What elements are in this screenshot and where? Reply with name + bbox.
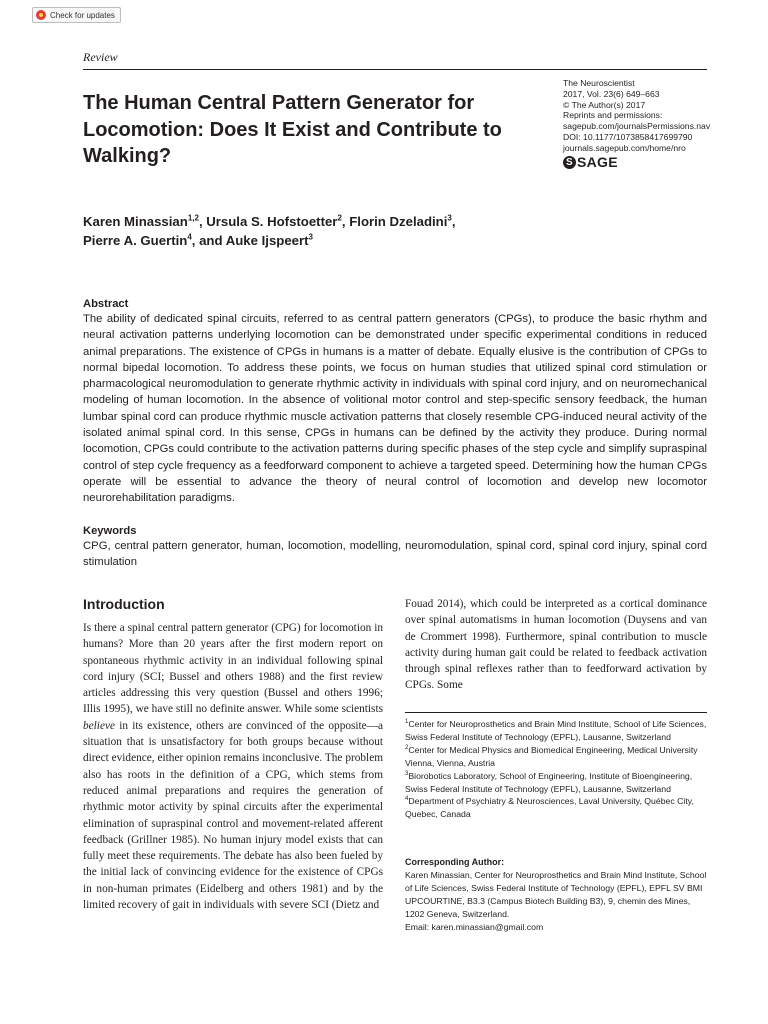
corresponding-heading: Corresponding Author: [405,857,505,867]
abstract-heading: Abstract [83,298,129,310]
check-for-updates-badge[interactable] [32,7,121,23]
author: Karen Minassian$^{1,2}$, [83,213,207,229]
journal-name: The Neuroscientist [563,78,635,88]
publisher-name: SAGE [577,153,618,170]
affiliations [405,718,707,821]
journal-copyright: © The Author(s) 2017 [563,99,646,110]
footnote-rule [405,712,707,713]
section-label: Review [83,50,118,64]
journal-permissions-link[interactable]: sagepub.com/journalsPermissions.nav [563,121,711,132]
journal-volume: 2017, Vol. 23(6) 649–663 [563,88,660,99]
introduction-column-2: Fouad 2014), which could be interpreted as a cortical dominance over spinal automatisms in human locomotion (Duysens and van de Crommert 1998). Furthermore, spinal contribution to muscle activity during human gait could be related to feedback activation through spinal reflexes rather than to feedforward activation by CPGs. Some [405,598,707,692]
journal-home-link[interactable]: journals.sagepub.com/home/nro [563,142,686,153]
corresponding-author [405,856,707,934]
affiliation: $^4$Department of Psychiatry & Neurosciences, Laval University, Québec City, Quebec, Canada [405,796,694,820]
author: Pierre A. Guertin$^4$, and [83,232,226,248]
author-list [83,212,553,250]
affiliation: $^2$Center for Medical Physics and Biomedical Engineering, Medical University Vienna, Vienna, Austria [405,744,698,768]
keywords-section [83,524,707,571]
corresponding-address: Karen Minassian, Center for Neuroprosthetics and Brain Mind Institute, School of Life Sciences, Swiss Federal Institute of Technology (EPFL), EPFL SV BMI UPCOURTINE, B3.3 (Campus Biotech Building B3), 9, chemin des Mines, 1202 Geneva, Switzerland. [405,870,707,919]
author: Florin Dzeladini$^3$, [349,213,456,229]
abstract-section [83,297,707,507]
author: Auke Ijspeert$^3$ [225,232,313,248]
sage-logo-icon: S [563,156,576,169]
abstract-text: The ability of dedicated spinal circuits, referred to as central pattern generators (CPGs), to produce the basic rhythm and neural activation patterns underlying locomotion can be demonstrated under specific experimental conditions in reduced animal preparations. The existence of CPGs in humans is a matter of debate. Equally elusive is the contribution of CPGs to normal bipedal locomotion. To address these points, we focus on human studies that utilized spinal cord stimulation or pharmacological neuromodulation to generate rhythmic activity in individuals with spinal cord injury, and on neuromechanical modeling of human locomotion. In the absence of volitional motor control and step-specific sensory feedback, the human lumbar spinal cord can produce rhythmic muscle activation patterns that closely resemble CPG-induced neural activity of the isolated animal spinal cord. In this sense, CPGs in humans can be defined by the activity they produce. During normal locomotion, CPGs could contribute to the activation patterns during specific phases of the step cycle and simplify supraspinal control of step cycle frequency as a feedforward component to achieve a targeted speed. Determining how the human CPGs operate will be essential to advance the theory of neural control of locomotion and develop new locomotor neurorehabilitation paradigms. [83,313,707,505]
affiliation: $^1$Center for Neuroprosthetics and Brain Mind Institute, School of Life Sciences, Swiss Federal Institute of Technology (EPFL), Lausanne, Switzerland [405,719,707,742]
journal-info [563,78,723,169]
article-title: The Human Central Pattern Generator for Locomotion: Does It Exist and Contribute to Walking? [83,92,502,167]
author: Ursula S. Hofstoetter$^2$, [206,213,350,229]
update-icon [36,10,46,20]
introduction-heading: Introduction [83,596,165,612]
check-for-updates-label: Check for updates [50,10,115,20]
keywords-text: CPG, central pattern generator, human, locomotion, modelling, neuromodulation, spinal cord, spinal cord injury, spinal cord stimulation [83,540,707,569]
publisher-logo [563,153,723,170]
keywords-heading: Keywords [83,525,137,537]
corresponding-email[interactable]: Email: karen.minassian@gmail.com [405,921,544,932]
journal-doi[interactable]: DOI: 10.1177/1073858417699790 [563,131,693,142]
journal-reprints: Reprints and permissions: [563,110,663,121]
introduction-column-1: Is there a spinal central pattern generator (CPG) for locomotion in humans? More than 20 years after the first modern report on spontaneous rhythmic activity in an individual following spinal cord injury (SCI; Bussel and others 1988) and the first review articles addressing this very question (Bussel and others 1996; Illis 1995), we have still no definite answer. While some scientists believe in its existence, others are convinced of the opposite—a situation that is unsatisfactory for both groups because without direct evidence, either opinion remains inconclusive. The problem also has roots in the definition of a CPG, which stems from reduced animal preparations and requires the generation of rhythmic motor activity by spinal circuits after the experimental elimination of supraspinal control and movement-related afferent feedback (Grillner 1985). No human injury model exists that can fully meet these requirements. The debate has also been fueled by the initial lack of convincing evidence for the existence of CPGs in non-human primates (Eidelberg and others 1981) and by the limited recovery of gait in individuals with severe SCI (Dietz and [83,622,383,912]
header-rule [83,69,707,70]
affiliation: $^3$Biorobotics Laboratory, School of Engineering, Institute of Bioengineering, Swiss Federal Institute of Technology (EPFL), Lausanne, Switzerland [405,770,693,794]
